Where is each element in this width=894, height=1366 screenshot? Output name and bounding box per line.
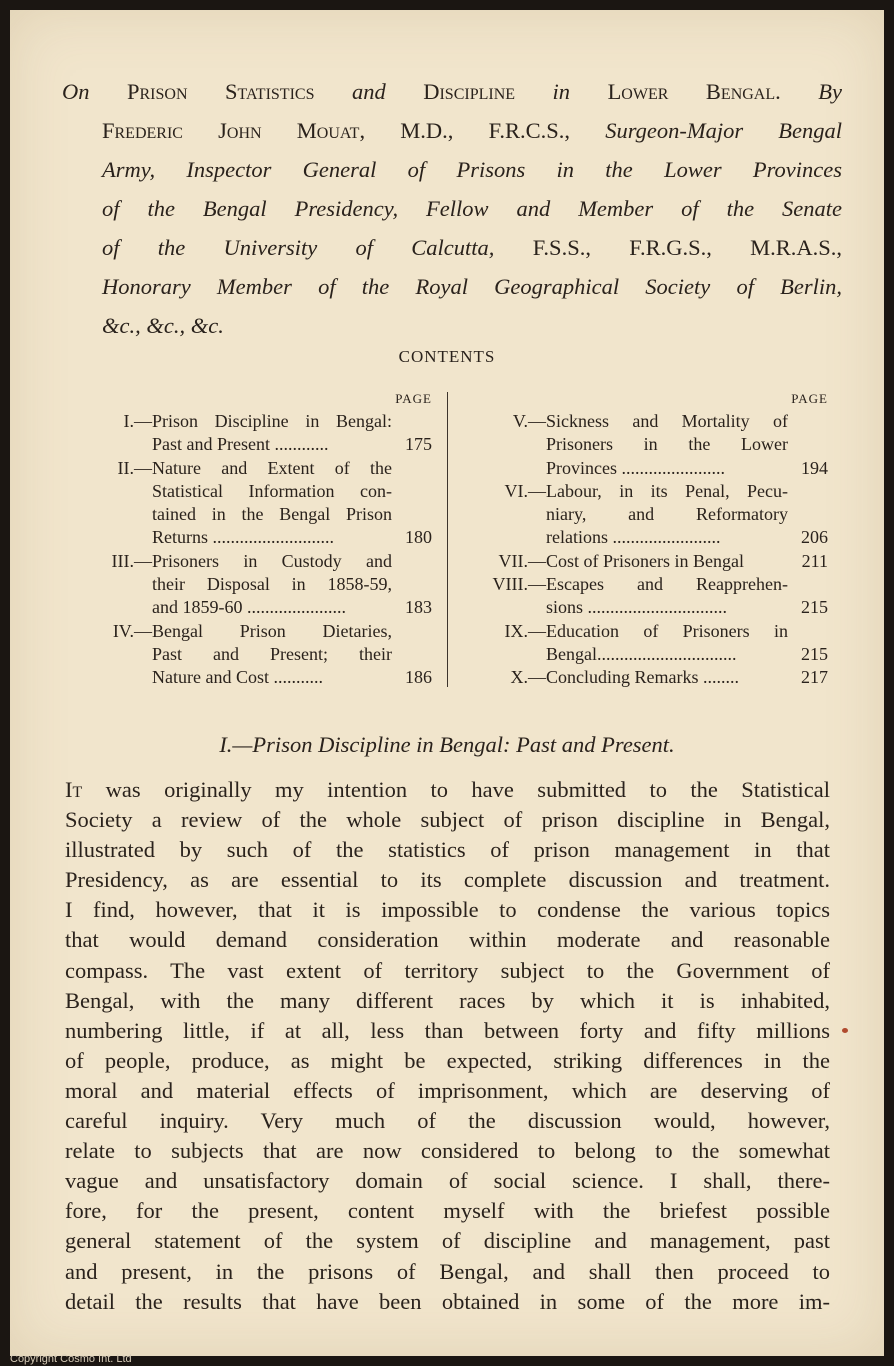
title-line-7: &c., &c., &c. (102, 313, 224, 338)
toc-entry-page: 175 (405, 434, 432, 455)
toc-page-label: PAGE (791, 391, 828, 406)
toc-entry-page: 186 (405, 667, 432, 688)
section-heading: I.—Prison Discipline in Bengal: Past and Present. (219, 732, 675, 757)
toc-entry-line (80, 643, 432, 666)
toc-entry-line (468, 666, 828, 689)
body-line: vague and unsatisfactory domain of social science. I shall, there- (65, 1168, 830, 1194)
toc-entry-text: Prisoners in the Lower (546, 434, 788, 455)
toc-entry-page: 215 (801, 597, 828, 618)
body-line: numbering little, if at all, less than between forty and fifty millions (65, 1017, 830, 1043)
toc-entry (80, 457, 432, 550)
toc-entry-text: Nature and Cost ........... (152, 667, 323, 688)
toc-entry-text: Returns ........................... (152, 527, 334, 548)
toc-entry-page: 206 (801, 527, 828, 548)
toc-entry-number: IV.— (112, 620, 152, 641)
toc-entry (468, 410, 828, 480)
toc-entry-number: VIII.— (492, 574, 546, 595)
toc-entry-text: sions ............................... (546, 597, 728, 618)
toc-entry-page: 211 (801, 550, 828, 571)
book-page (10, 10, 884, 1356)
body-line: detail the results that have been obtained in some of the more im- (65, 1288, 830, 1314)
toc-entry-line (80, 410, 432, 433)
toc-entry-line (468, 620, 828, 643)
toc-entry-text: Statistical Information con- (152, 480, 392, 501)
toc-page-label: PAGE (395, 391, 432, 406)
toc-entry-number: VII.— (498, 550, 546, 571)
title-line-3: Army, Inspector General of Prisons in the Lower Provinces (102, 157, 842, 182)
toc-entry-line (80, 573, 432, 596)
toc-entry-line (80, 620, 432, 643)
body-line: illustrated by such of the statistics of prison management in that (65, 837, 830, 863)
toc-entry-line (80, 480, 432, 503)
toc-entry (468, 480, 828, 550)
toc-entry-line (468, 573, 828, 596)
toc-entry-text: Bengal Prison Dietaries, (152, 620, 392, 641)
toc-entry (468, 666, 828, 689)
body-line: Presidency, as are essential to its complete discussion and treatment. (65, 867, 830, 893)
body-paragraph (65, 775, 830, 1317)
toc-entry-text: Cost of Prisoners in Bengal (546, 550, 744, 571)
title-line-4: of the Bengal Presidency, Fellow and Member of the Senate (102, 196, 842, 221)
body-line (65, 775, 830, 805)
body-line: and present, in the prisons of Bengal, and shall then proceed to (65, 1258, 830, 1284)
body-line: relate to subjects that are now considered to belong to the somewhat (65, 1138, 830, 1164)
toc-entry-line (468, 526, 828, 549)
toc-entry-line (468, 433, 828, 456)
toc-entry-text: Past and Present; their (152, 643, 392, 664)
body-first-word: It (65, 777, 83, 802)
toc-entry-line (80, 526, 432, 549)
body-line: that would demand consideration within moderate and reasonable (65, 927, 830, 953)
toc-entry-line (468, 550, 828, 573)
toc-entry-text: Prisoners in Custody and (152, 550, 392, 571)
toc-entry-text: Sickness and Mortality of (546, 411, 788, 431)
toc-entry-line (468, 643, 828, 666)
toc-entry-text: Labour, in its Penal, Pecu- (546, 480, 788, 501)
toc-entry-line (80, 433, 432, 456)
toc-entry-text: Bengal............................... (546, 643, 737, 664)
toc-entry-text: Concluding Remarks ........ (546, 667, 739, 688)
toc-entry-page: 183 (405, 597, 432, 618)
title-line-5: of the University of Calcutta, F.S.S., F.R.G.S., M.R.A.S., (102, 235, 843, 260)
toc-entry-page: 215 (801, 643, 828, 664)
contents-heading: CONTENTS (398, 347, 496, 366)
toc-entry (468, 620, 828, 667)
body-line: I find, however, that it is impossible to condense the various topics (65, 897, 830, 923)
toc-entry-line (468, 480, 828, 503)
toc-entry-line (80, 503, 432, 526)
toc-entry-text: Nature and Extent of the (152, 457, 392, 478)
body-line: moral and material effects of imprisonment, which are deserving of (65, 1077, 830, 1103)
article-title (62, 72, 842, 345)
title-line-1: On Prison Statistics and Discipline in Lower Bengal. By (62, 79, 842, 104)
toc-entry (468, 550, 828, 573)
ink-mark (842, 1028, 848, 1033)
toc-entry-text: their Disposal in 1858-59, (152, 574, 392, 595)
toc-entry-number: VI.— (504, 480, 546, 501)
toc-entry-number: X.— (510, 667, 546, 688)
toc-entry-text: Provinces ....................... (546, 457, 725, 478)
toc-entry-text: Escapes and Reapprehen- (546, 574, 788, 595)
toc-entry-line (468, 596, 828, 619)
toc-left-column (80, 388, 432, 690)
title-line-2: Frederic John Mouat, M.D., F.R.C.S., Surgeon-Major Bengal (102, 118, 843, 143)
toc-entry-page: 180 (405, 527, 432, 548)
toc-divider (447, 392, 448, 687)
toc-entry-line (468, 410, 828, 433)
toc-entry-number: I.— (123, 411, 152, 431)
toc-entry-text: and 1859-60 ...................... (152, 597, 346, 618)
toc-entry-number: II.— (117, 457, 152, 478)
body-line: fore, for the present, content myself with the briefest possible (65, 1198, 830, 1224)
body-line: careful inquiry. Very much of the discussion would, however, (65, 1108, 830, 1134)
toc-entry-text: tained in the Bengal Prison (152, 504, 392, 525)
body-line-text: was originally my intention to have submitted to the Statistical (82, 777, 830, 802)
toc-entry-line (80, 550, 432, 573)
toc-entry (80, 620, 432, 690)
toc-entry-line (80, 666, 432, 689)
toc-entry (80, 410, 432, 457)
toc-right-column (468, 388, 828, 690)
toc-entry-line (468, 457, 828, 480)
toc-entry-text: Education of Prisoners in (546, 620, 788, 641)
toc-entry-page: 217 (801, 667, 828, 688)
toc-entry (468, 573, 828, 620)
body-line: Society a review of the whole subject of prison discipline in Bengal, (65, 807, 830, 833)
body-line: Bengal, with the many different races by which it is inhabited, (65, 987, 830, 1013)
toc-entry-line (468, 503, 828, 526)
body-line: general statement of the system of discipline and management, past (65, 1228, 830, 1254)
toc-entry-line (80, 457, 432, 480)
body-line: compass. The vast extent of territory subject to the Government of (65, 957, 830, 983)
toc-entry-number: IX.— (504, 620, 546, 641)
toc-entry-text: relations ........................ (546, 527, 721, 548)
toc-entry-text: niary, and Reformatory (546, 504, 788, 525)
title-line-6: Honorary Member of the Royal Geographical Society of Berlin, (102, 274, 842, 299)
toc-entry-number: III.— (111, 550, 152, 571)
body-line: of people, produce, as might be expected, striking differences in the (65, 1047, 830, 1073)
toc-entry-line (80, 596, 432, 619)
toc-entry-text: Prison Discipline in Bengal: (152, 411, 392, 431)
copyright-notice: Copyright Cosmo Int. Ltd (10, 1353, 132, 1365)
toc-entry-text: Past and Present ............ (152, 434, 329, 455)
toc-entry (80, 550, 432, 620)
toc-entry-number: V.— (512, 411, 546, 431)
toc-entry-page: 194 (801, 457, 828, 478)
